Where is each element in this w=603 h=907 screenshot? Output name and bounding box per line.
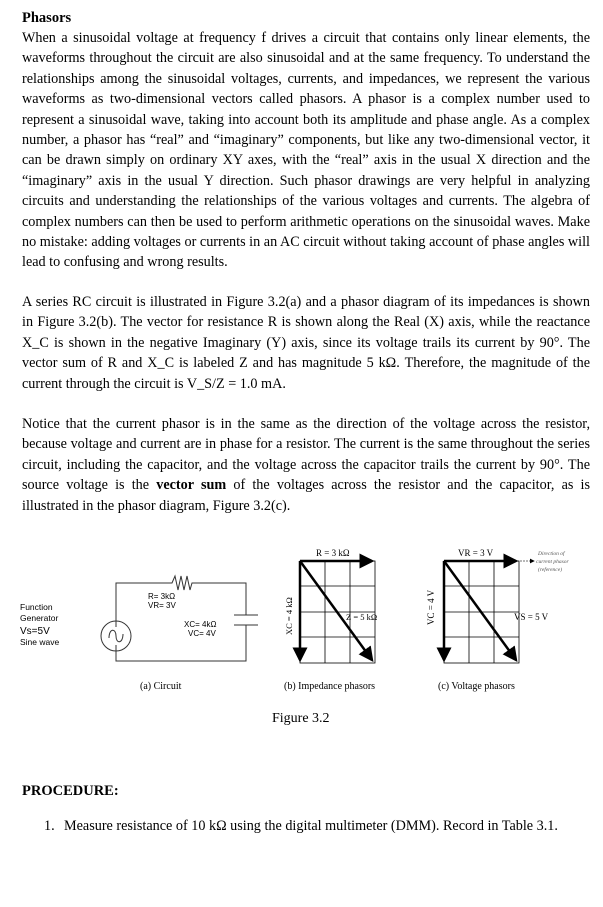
vc-phasor-label: VC = 4 V [426,589,436,625]
z-phasor-label: Z = 5 kΩ [346,612,378,622]
vr-phasor-label: VR = 3 V [458,548,494,558]
resistor-label: R= 3kΩ [148,592,176,601]
capacitor-voltage-label: VC= 4V [188,629,216,638]
capacitor-label: XC= 4kΩ [184,620,217,629]
resistor-voltage-label: VR= 3V [148,601,176,610]
impedance-phasor-diagram [284,548,377,692]
r-phasor-label: R = 3 kΩ [316,548,350,558]
step-text: Measure resistance of 10 kΩ using the digital multimeter (DMM). Record in Table 3.1. [64,818,558,834]
generator-label: Generator [20,613,59,623]
document-body [22,8,590,516]
procedure-heading: PROCEDURE: [22,783,119,799]
reference-note: Direction of [538,551,565,557]
caption-c: (c) Voltage phasors [438,681,515,692]
voltage-phasor-diagram [426,548,570,692]
caption-a: (a) Circuit [140,681,182,692]
step-number: 1. [44,818,55,834]
procedure-step [44,816,590,836]
section-title: Phasors [22,10,72,26]
paragraph-current-phasor: Notice that the current phasor is in the same as the direction of the voltage across the resistor, because voltage and current are in phase for a resistor. The current is the same throughout the series circuit, including the capacitor, and the voltage across the capacitor trails the current by 90°. The source voltage is the vector sum of the voltages across the resistor and the capacitor, as is illustrated in the phasor diagram, Figure 3.2(c). [22,415,591,514]
paragraph-phasors-intro: When a sinusoidal voltage at frequency f drives a circuit that contains only linear elements, the waveforms throughout the circuit are also sinusoidal and at the same frequency. To understand the relationships among the sinusoidal voltages, currents, and impedances, we represent the various waveforms as two-dimensional vectors called phasors. A phasor is a complex number used to represent a sinusoidal wave, taking into account both its amplitude and phase angle. As a complex number, a phasor has “real” and “imaginary” components, but like any two-dimensional vector, it can be drawn simply on ordinary XY axes, with the “real” axis in the usual X direction and the “imaginary” axis in the usual Y direction. Such phasor drawings are very helpful in analyzing circuits and understanding the relationships of the various voltages and currents. The algebra of complex numbers can then be used to perform arithmetic operations on the sinusoidal waves. Make no mistake: adding voltages or currents in an AC circuit without taking account of phase angles will lead to confusing and wrong results. [22,30,590,271]
reference-note: current phasor [536,559,569,565]
generator-label: Function [20,602,53,612]
xc-phasor-label: XC = 4 kΩ [284,597,294,635]
circuit-diagram [101,576,258,661]
reference-note: (reference) [538,567,563,573]
caption-b: (b) Impedance phasors [284,681,376,692]
figure-caption: Figure 3.2 [272,711,330,726]
source-voltage-label: Vs=5V [20,626,50,637]
vs-phasor-label: VS = 5 V [514,612,549,622]
figure-3-2 [20,545,600,715]
waveform-label: Sine wave [20,637,60,647]
paragraph-rc-circuit: A series RC circuit is illustrated in Figure 3.2(a) and a phasor diagram of its impedances is shown in Figure 3.2(b). The vector for resistance R is shown along the Real (X) axis, while the reactance X_C is shown in the negative Imaginary (Y) axis, since its voltage trails its current by 90°. The vector sum of R and X_C is labeled Z and has magnitude 5 kΩ. Therefore, the magnitude of the current through the circuit is V_S/Z = 1.0 mA. [22,293,590,392]
